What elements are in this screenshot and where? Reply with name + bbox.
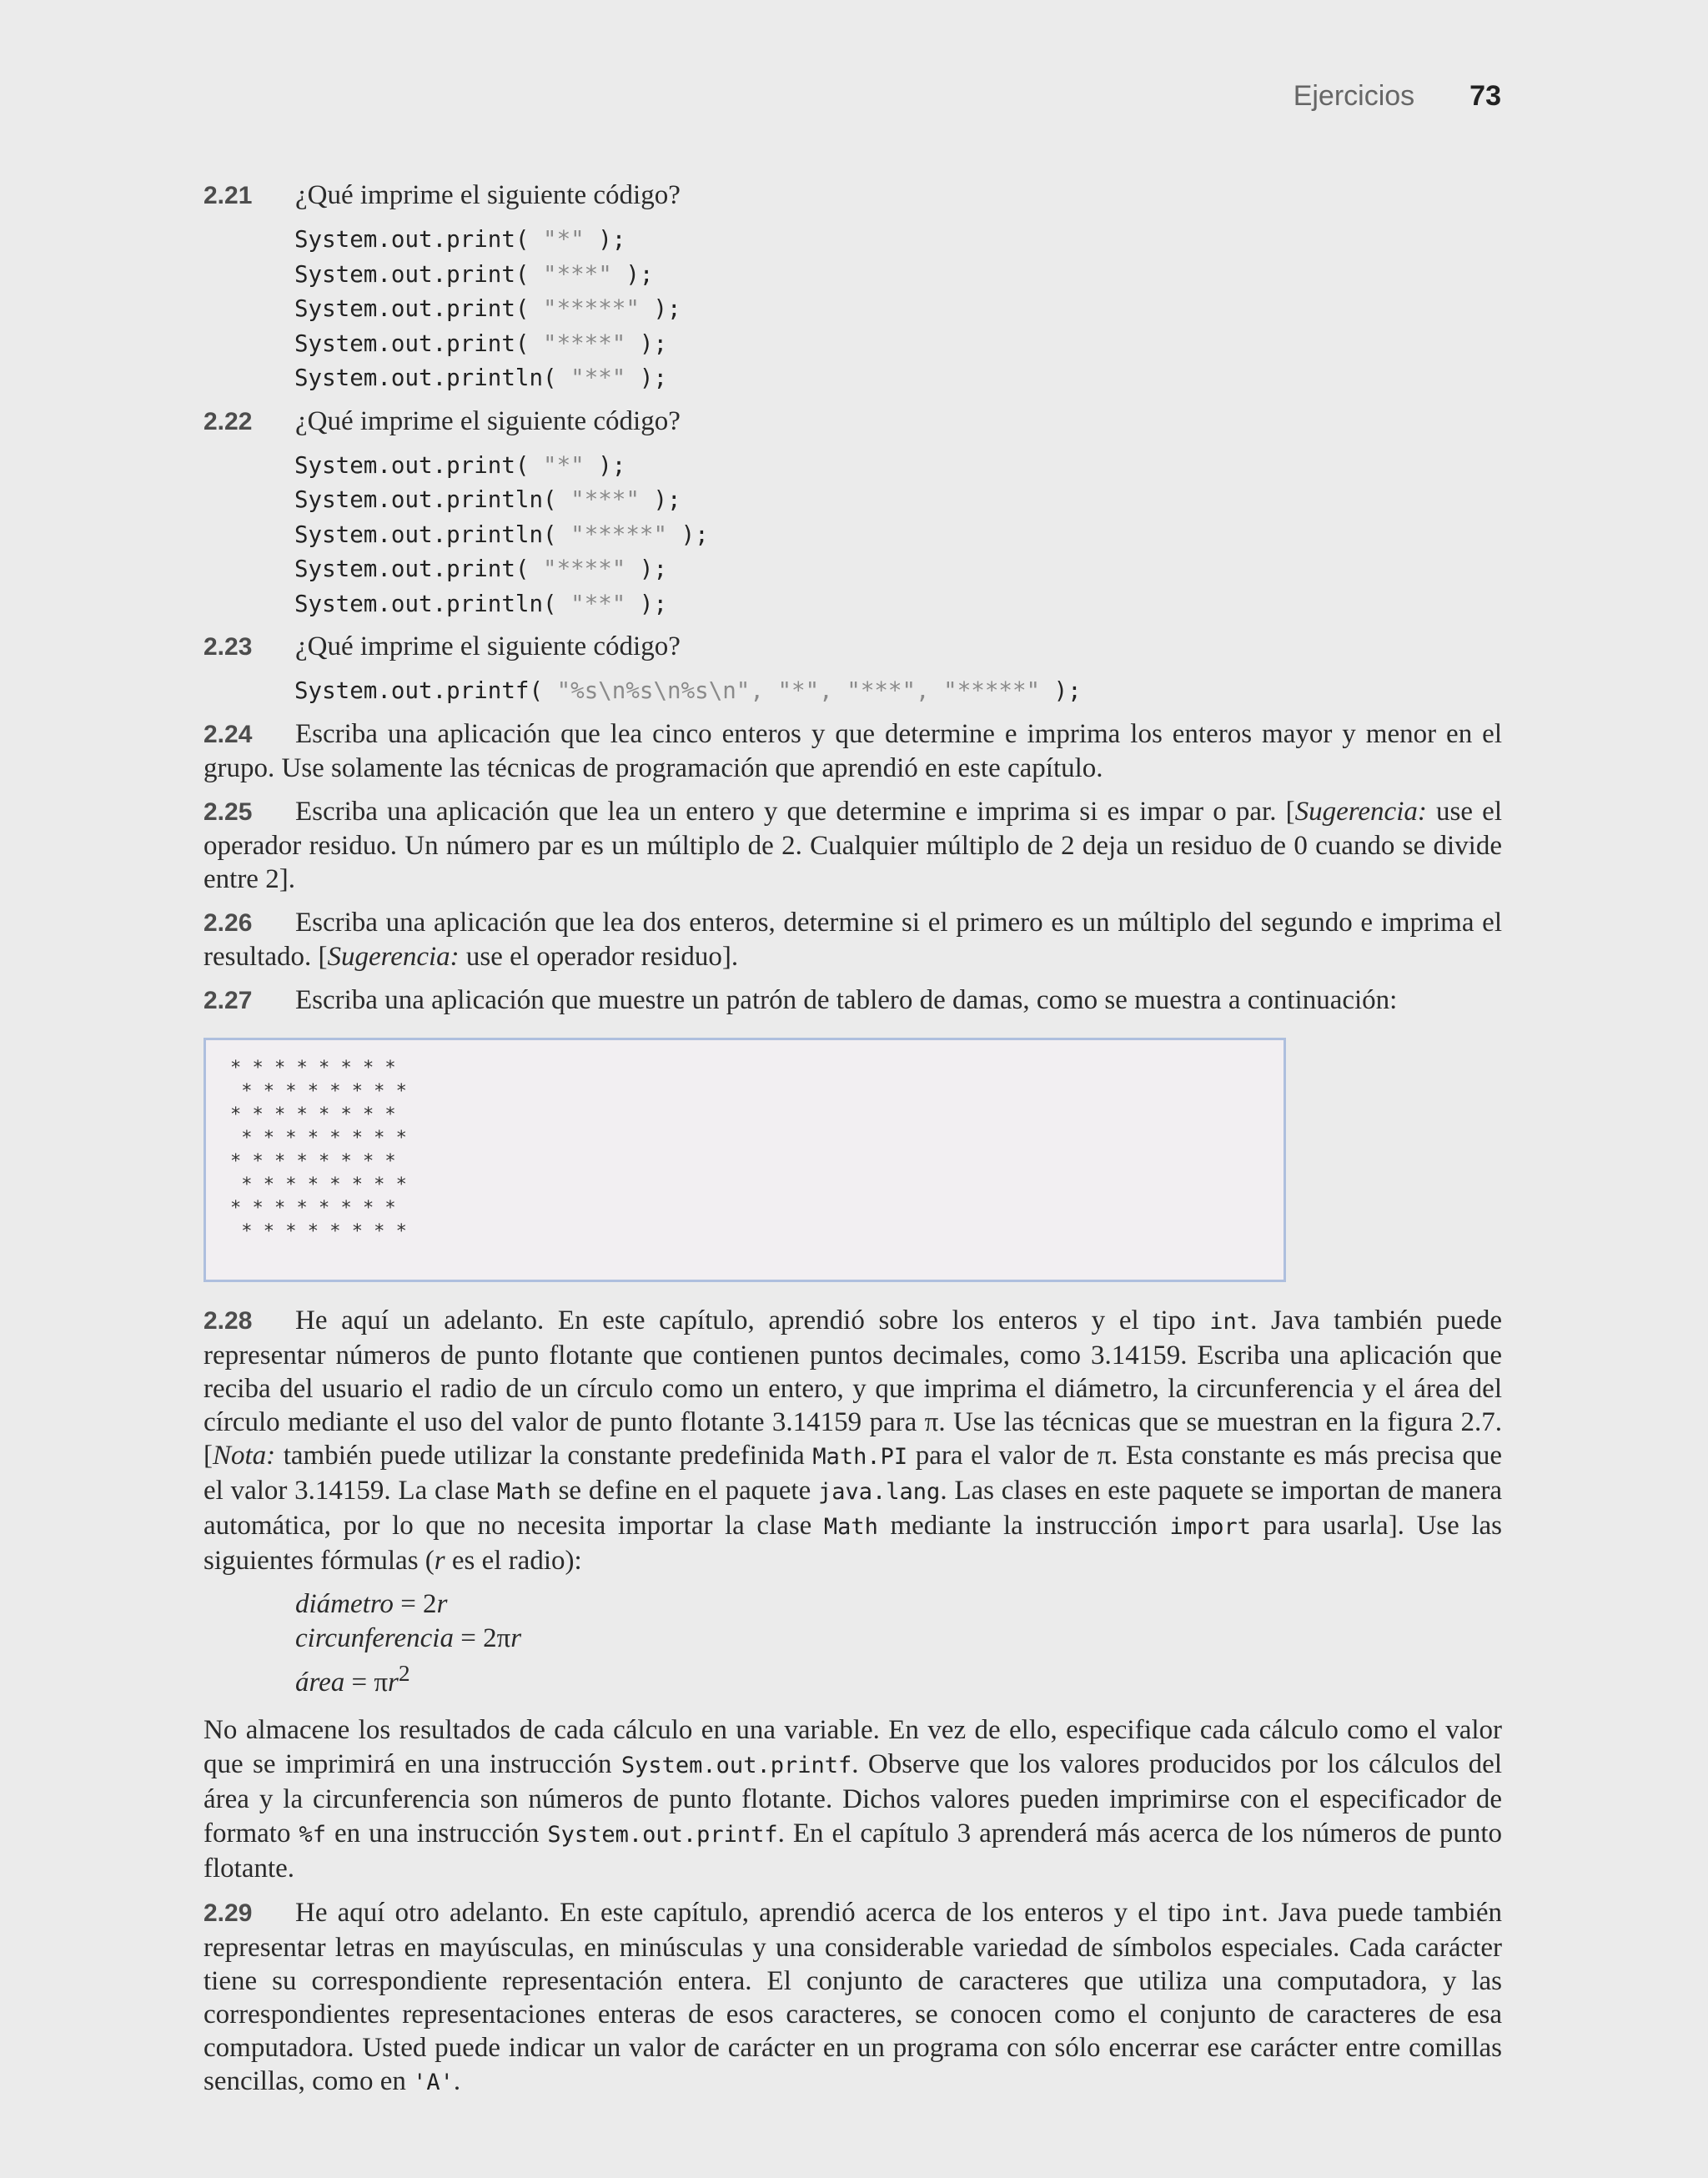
exercise-text: He aquí un adelanto. En este capítulo, aprendió sobre los enteros y el tipo bbox=[295, 1305, 1210, 1335]
paragraph-text: No almacene los resultados de cada cálculo en una variable. En vez de ello, especifique cada cálculo como el valor que se imprimirá en una instrucción bbox=[203, 1714, 1502, 1779]
code-line: System.out.println( "**" ); bbox=[294, 365, 668, 391]
exercise-number: 2.27 bbox=[203, 986, 253, 1014]
formula-diameter: diámetro = 2r bbox=[295, 1588, 448, 1619]
exercise-question: ¿Qué imprime el siguiente código? bbox=[295, 631, 681, 661]
hint-label: Sugerencia: bbox=[1294, 796, 1427, 827]
exercise-text: . Las clases en este paquete se importan de manera automática, por lo que no necesita importar la clase bbox=[203, 1475, 1502, 1541]
exercise-2-28-continuation bbox=[203, 1713, 1502, 1886]
inline-code: Math.PI bbox=[812, 1443, 908, 1470]
exercise-2-22 bbox=[203, 405, 1502, 439]
exercise-number: 2.26 bbox=[203, 908, 253, 937]
exercise-text: He aquí otro adelanto. En este capítulo, aprendió acerca de los enteros y el tipo bbox=[295, 1897, 1221, 1928]
code-line: System.out.println( "*****" ); bbox=[294, 521, 709, 548]
code-block-2-21 bbox=[294, 223, 1502, 396]
exercise-number: 2.29 bbox=[203, 1899, 253, 1927]
exercise-text: Escriba una aplicación que muestre un patrón de tablero de damas, como se muestra a continuación: bbox=[295, 984, 1398, 1015]
code-block-2-22 bbox=[294, 449, 1502, 622]
code-line: System.out.println( "***" ); bbox=[294, 486, 681, 513]
code-line: System.out.print( "***" ); bbox=[294, 260, 654, 288]
paragraph-text: . Observe que los valores producidos por los cálculos del área y la circunferencia son números de punto flotante. Dichos valores pueden imprimirse con el especificador de formato bbox=[203, 1748, 1503, 1849]
formula-circumference: circunferencia = 2πr bbox=[295, 1622, 522, 1653]
exercise-text: Escriba una aplicación que lea un entero y que determine e imprima si es impar o par. [ bbox=[295, 796, 1295, 827]
code-line: System.out.print( "****" ); bbox=[294, 556, 668, 582]
exercise-text: mediante la instrucción bbox=[877, 1510, 1170, 1541]
exercise-number: 2.22 bbox=[203, 407, 253, 435]
inline-code: int bbox=[1209, 1308, 1251, 1335]
page-number: 73 bbox=[1469, 80, 1501, 112]
inline-code: 'A' bbox=[413, 2069, 454, 2095]
exercise-number: 2.28 bbox=[203, 1306, 253, 1335]
exercise-2-21 bbox=[203, 179, 1502, 213]
exercise-text: Escriba una aplicación que lea cinco enteros y que determine e imprima los enteros mayor y menor en el grupo. Use solamente las técnicas de programación que aprendió en este capítulo. bbox=[203, 718, 1502, 783]
code-line: System.out.print( "*" ); bbox=[294, 451, 626, 479]
exercise-text: use el operador residuo]. bbox=[459, 941, 739, 972]
exercise-2-27 bbox=[203, 983, 1502, 1018]
exercise-2-25 bbox=[203, 795, 1502, 896]
exercise-number: 2.23 bbox=[203, 633, 253, 661]
section-title: Ejercicios bbox=[1293, 80, 1415, 112]
inline-code: import bbox=[1169, 1513, 1252, 1540]
inline-code: java.lang bbox=[818, 1478, 941, 1505]
exercise-list bbox=[203, 179, 1502, 2110]
exercise-2-26 bbox=[203, 906, 1502, 973]
exercise-text: es el radio): bbox=[445, 1545, 582, 1576]
hint-label: Sugerencia: bbox=[327, 941, 460, 972]
inline-code: System.out.printf bbox=[547, 1821, 778, 1848]
running-head bbox=[1294, 80, 1501, 113]
inline-code: int bbox=[1220, 1900, 1262, 1927]
exercise-text: . bbox=[453, 2065, 461, 2096]
exercise-text: . Java también puede representar números de punto flotante que contienen puntos decimales, como 3.14159. Escriba una aplicación que reciba del usuario el radio de un círculo como un entero, y que imprima el diámetro, la circunferencia y el área del círculo mediante el uso del valor de punto flotante 3.14159 para π. Use las técnicas que se muestran en la figura 2.7. [ bbox=[203, 1305, 1502, 1471]
exercise-number: 2.25 bbox=[203, 797, 253, 826]
inline-code: %f bbox=[299, 1821, 326, 1848]
checkerboard-output-box bbox=[203, 1038, 1286, 1282]
exercise-text: también puede utilizar la constante predefinida bbox=[275, 1440, 813, 1471]
code-line: System.out.printf( "%s\n%s\n%s\n", "*", "***", "*****" ); bbox=[294, 677, 1082, 704]
note-label: Nota: bbox=[213, 1440, 276, 1471]
code-line: System.out.print( "****" ); bbox=[294, 329, 668, 357]
code-line: System.out.print( "*" ); bbox=[294, 226, 626, 253]
paragraph-text: . En el capítulo 3 aprenderá más acerca de los números de punto flotante. bbox=[203, 1818, 1502, 1884]
inline-code: System.out.printf bbox=[620, 1752, 852, 1778]
exercise-number: 2.24 bbox=[203, 720, 253, 748]
exercise-text: Escriba una aplicación que lea dos enteros, determine si el primero es un múltiplo del segundo e imprima el resultado. [ bbox=[203, 907, 1502, 972]
formula-area: área = $\pi r^2$ bbox=[295, 1659, 410, 1698]
exercise-2-28 bbox=[203, 1304, 1502, 1577]
checkerboard-pattern: * * * * * * * * * * * * * * * * * * * * * * * * * * * * * * * * * * * * * * * * * * * * * * * * * * * * * * * * * * * * * * * * bbox=[230, 1057, 407, 1242]
exercise-text: se define en el paquete bbox=[550, 1475, 819, 1506]
exercise-text: . Java puede también representar letras en mayúsculas, en minúsculas y una considerable variedad de símbolos especiales. Cada carácter tiene su correspondiente representación entera. El conjunto de caracteres que utiliza una computadora, y las correspondientes representaciones enteras de esos caracteres, se conocen como el conjunto de caracteres de esa computadora. Usted puede indicar un valor de carácter en un programa con sólo encerrar ese carácter entre comillas sencillas, como en bbox=[203, 1897, 1502, 2096]
exercise-text: para el valor de π. Esta constante es más precisa que el valor 3.14159. La clase bbox=[203, 1440, 1502, 1506]
exercise-question: ¿Qué imprime el siguiente código? bbox=[295, 405, 681, 436]
variable: r bbox=[434, 1545, 445, 1576]
inline-code: Math bbox=[496, 1478, 551, 1505]
exercise-number: 2.21 bbox=[203, 182, 253, 209]
exercise-2-29 bbox=[203, 1896, 1502, 2100]
exercise-text: use el operador residuo. Un número par es un múltiplo de 2. Cualquier múltiplo de 2 deja un residuo de 0 cuando se divide entre 2]. bbox=[203, 796, 1502, 894]
code-line: System.out.print( "*****" ); bbox=[294, 295, 681, 322]
paragraph-text: en una instrucción bbox=[325, 1818, 548, 1849]
code-block-2-23 bbox=[294, 674, 1502, 709]
formula-list bbox=[295, 1587, 1502, 1700]
exercise-2-24 bbox=[203, 717, 1502, 785]
exercise-text: para usarla]. Use las siguientes fórmulas ( bbox=[203, 1510, 1502, 1576]
code-line: System.out.println( "**" ); bbox=[294, 590, 668, 617]
exercise-question: ¿Qué imprime el siguiente código? bbox=[295, 180, 681, 210]
inline-code: Math bbox=[823, 1513, 878, 1540]
exercise-2-23 bbox=[203, 630, 1502, 664]
